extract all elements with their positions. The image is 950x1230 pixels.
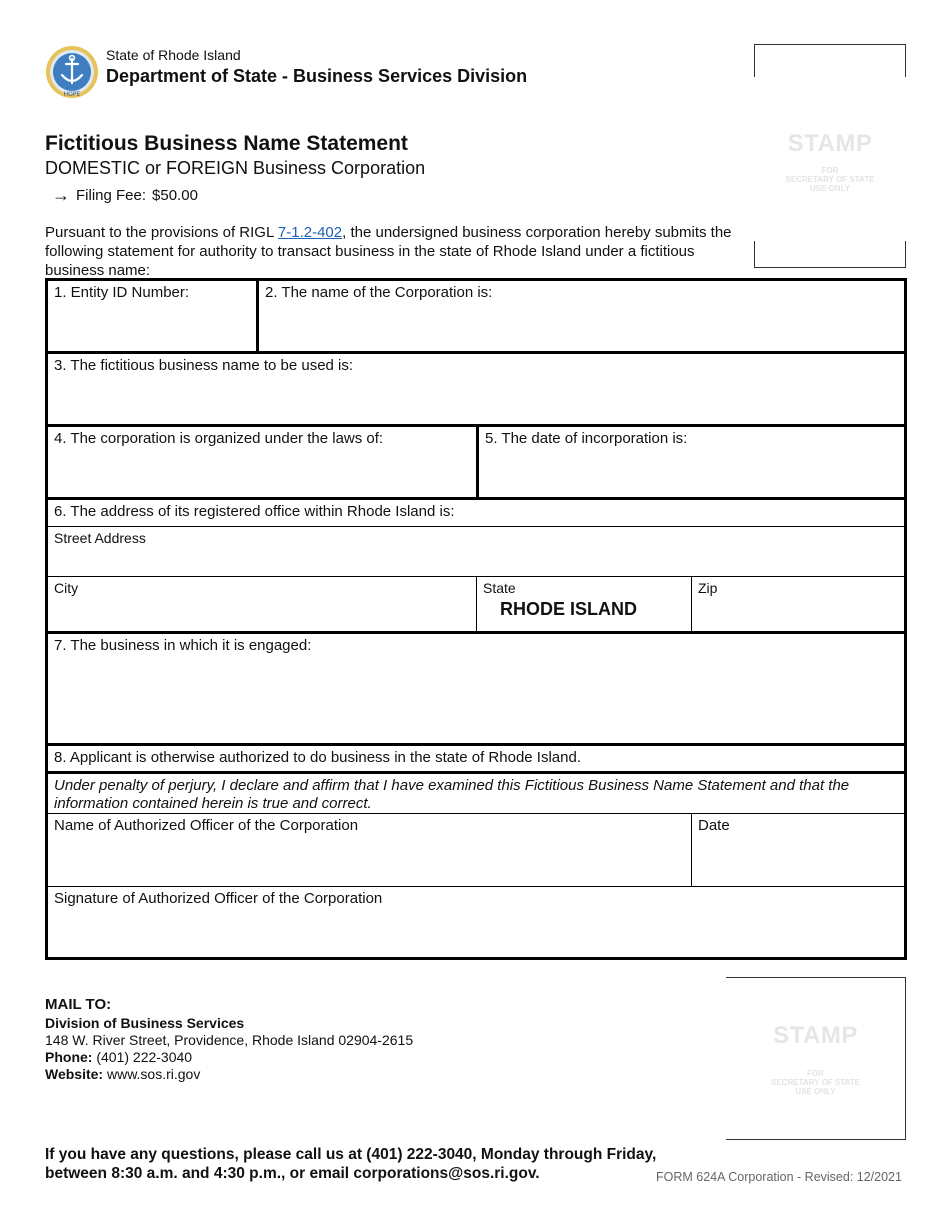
stamp-area-top — [754, 44, 906, 268]
stamp-bracket-bottom — [754, 241, 906, 268]
state-value: RHODE ISLAND — [500, 599, 638, 619]
incorporation-date-label: 5. The date of incorporation is: — [485, 430, 688, 447]
intro-paragraph: Pursuant to the provisions of RIGL 7-1.2-402, the undersigned business corporation hereby submits the following statement for authority to transact business in the state of Rhode Island under a fictitious business name: — [45, 224, 732, 279]
state-name: State of Rhode Island — [106, 47, 241, 63]
organized-under-label: 4. The corporation is organized under the laws of: — [54, 430, 384, 447]
organized-under-field[interactable] — [48, 427, 476, 497]
officer-name-label: Name of Authorized Officer of the Corporation — [54, 817, 359, 834]
fictitious-name-label: 3. The fictitious business name to be used is: — [54, 357, 354, 374]
contact-questions: If you have any questions, please call us at (401) 222-3040, Monday through Friday, between 8:30 a.m. and 4:30 p.m., or email corporations@sos.ri.gov. — [45, 1146, 657, 1182]
date-label: Date — [698, 817, 730, 834]
form-subtitle: DOMESTIC or FOREIGN Business Corporation — [45, 158, 426, 178]
filing-fee — [52, 187, 198, 204]
mail-address: 148 W. River Street, Providence, Rhode Island 02904-2615 — [45, 1032, 414, 1048]
phone-line: Phone: (401) 222-3040 — [45, 1049, 193, 1065]
authorized-statement — [48, 746, 904, 771]
mail-to-block — [45, 996, 413, 1083]
state-label: State — [483, 580, 516, 596]
division-name: Division of Business Services — [45, 1015, 245, 1031]
signature-field[interactable] — [48, 887, 904, 957]
corporation-name-field[interactable] — [259, 281, 904, 351]
zip-label: Zip — [698, 580, 718, 596]
city-field[interactable] — [48, 577, 476, 631]
stamp-watermark: STAMP — [787, 130, 873, 157]
stamp-watermark: STAMP — [773, 1022, 858, 1049]
arrow-right-icon: → — [52, 185, 70, 205]
registered-office-label: 6. The address of its registered office within Rhode Island is: — [54, 503, 455, 520]
zip-field[interactable] — [692, 577, 904, 631]
street-address-field[interactable] — [48, 527, 904, 576]
website-line: Website: www.sos.ri.gov — [45, 1066, 201, 1082]
state-field — [477, 577, 691, 631]
entity-id-label: 1. Entity ID Number: — [54, 284, 190, 301]
date-field[interactable] — [692, 814, 904, 886]
perjury-declaration: Under penalty of perjury, I declare and affirm that I have examined this Fictitious Business Name Statement and that the information contained herein is true and correct. — [54, 777, 850, 812]
seal-word: HOPE — [63, 91, 81, 98]
entity-id-field[interactable] — [48, 281, 256, 351]
state-seal-icon — [45, 45, 99, 99]
signature-label: Signature of Authorized Officer of the Corporation — [54, 890, 383, 907]
department-name: Department of State - Business Services Division — [106, 66, 528, 86]
business-engaged-field[interactable] — [48, 634, 904, 743]
stamp-bracket-top — [754, 44, 906, 77]
filing-fee-amount: $50.00 — [152, 187, 198, 204]
fictitious-name-field[interactable] — [48, 354, 904, 424]
business-engaged-label: 7. The business in which it is engaged: — [54, 637, 312, 654]
mail-to-heading: MAIL TO: — [45, 996, 112, 1013]
officer-name-field[interactable] — [48, 814, 691, 886]
rigl-link[interactable]: 7-1.2-402 — [277, 224, 343, 241]
city-label: City — [54, 580, 79, 596]
incorporation-date-field[interactable] — [479, 427, 904, 497]
form-title: Fictitious Business Name Statement — [45, 132, 408, 155]
filing-fee-label: Filing Fee: — [76, 187, 147, 204]
stamp-note: FOR SECRETARY OF STATE USE ONLY — [771, 1069, 860, 1096]
statement-form — [45, 278, 907, 960]
authorized-statement-label: 8. Applicant is otherwise authorized to do business in the state of Rhode Island. — [54, 749, 581, 766]
street-address-label: Street Address — [54, 530, 146, 546]
registered-office-heading — [48, 500, 904, 526]
corporation-name-label: 2. The name of the Corporation is: — [265, 284, 493, 301]
stamp-area-bottom — [726, 977, 906, 1140]
form-revision: FORM 624A Corporation - Revised: 12/2021 — [656, 1170, 902, 1184]
stamp-note: FOR SECRETARY OF STATE USE ONLY — [785, 166, 875, 193]
